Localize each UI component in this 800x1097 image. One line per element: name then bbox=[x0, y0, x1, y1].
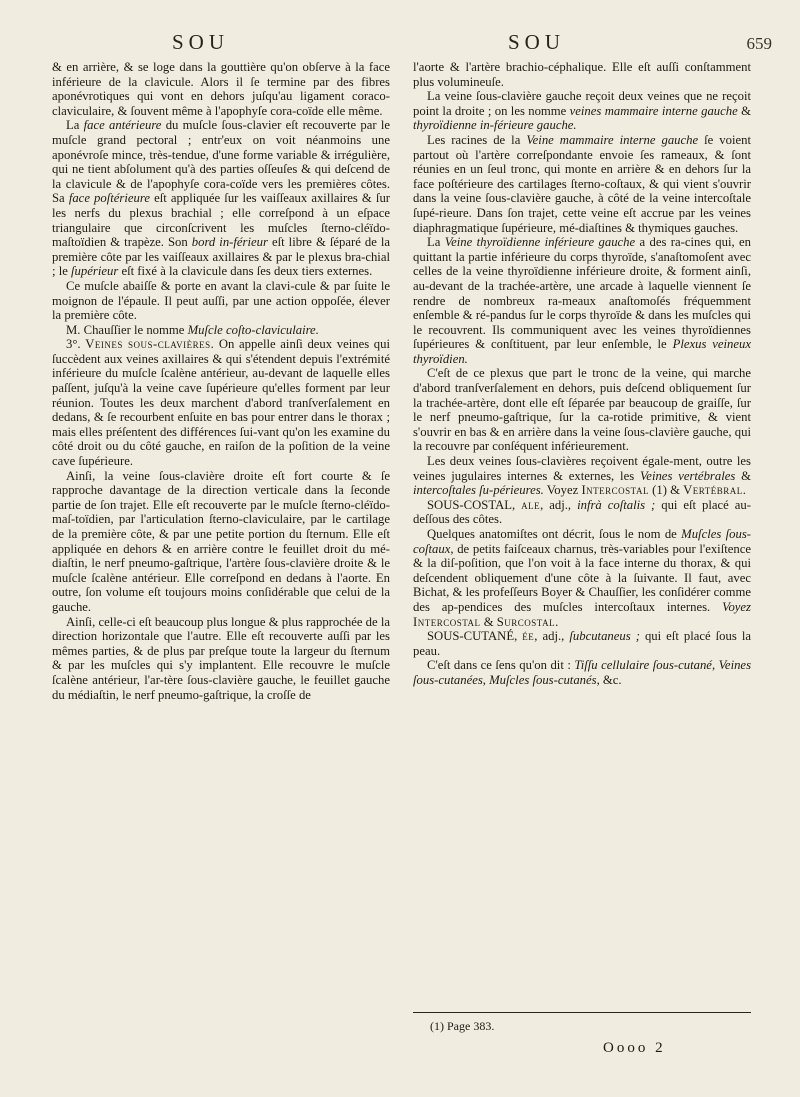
paragraph: Quelques anatomiſtes ont décrit, ſous le nom de Muſcles ſous-coſtaux, de petits faiſceaux charnus, très-variables pour l'exiſtence & la diſ-poſition, que l'on voit à la face interne du thorax, & qui deſcendent obliquement d'une côte à la ſuivante. Il faut, avec Bichat, & les profeſſeurs Boyer & Chauſſier, les conſidérer comme des ap-pendices des muſcles intercoſtaux internes. Voyez Intercostal & Surcostal. bbox=[413, 527, 751, 629]
signature-mark: Oooo 2 bbox=[603, 1040, 666, 1056]
paragraph: La veine ſous-clavière gauche reçoit deux veines que ne reçoit point la droite ; on les nomme veines mammaire interne gauche & thyroïdienne in-férieure gauche. bbox=[413, 89, 751, 133]
paragraph: La face antérieure du muſcle ſous-clavier eſt recouverte par le muſcle grand pectoral ; entr'eux on voit néanmoins une aponévroſe mince, très-tendue, d'une forme variable & irrégulière, qui ne tient abſolument qu'à des parties oſſeuſes & qui deſcend de la clavicule & de l'apophyſe cora-coïde vers les premières côtes. Sa face poſtérieure eſt appliquée ſur les vaiſſeaux axillaires & ſur les nerfs du plexus brachial ; elle correſpond à un eſpace triangulaire que circonſcrivent les muſcles ſterno-cléïdo-maſtoïdien & trapèze. Son bord in-férieur eſt libre & ſéparé de la première côte par les vaiſſeaux axillaires & par le plexus bra-chial ; le ſupérieur eſt fixé à la clavicule dans ſes deux tiers externes. bbox=[52, 118, 391, 279]
paragraph: Ainſi, la veine ſous-clavière droite eſt fort courte & ſe rapproche davantage de la direction verticale dans la ſeconde partie de ſon trajet. Elle eſt recouverte par le muſcle ſterno-cléïdo-maſ-toïdien, par l'articulation ſterno-claviculaire, par le cartilage de la première côte, & par une petite portion du ſternum. Elle eſt appliquée en dehors & en arrière contre le feuillet droit du mé-diaſtin, le nerf pneumo-gaſtrique, l'artère ſous-clavière droite & le muſcle ſcalène antérieur. Elle correſpond en dedans à l'aorte. En outre, ſon volume eſt toujours moins conſidérable que celui de la gauche. bbox=[52, 468, 390, 614]
paragraph: La Veine thyroïdienne inférieure gauche a des ra-cines qui, en quittant la partie inférieure du corps thyroïde, s'anaſtomoſent avec celles de la veine thyroïdienne inférieure droite, & forment ainſi, au-devant de la trachée-artère, une arcade à laquelle viennent ſe rendre de nombreux ra-meaux anaſtomoſés fréquemment enſemble & ré-pandus ſur le corps thyroïde & dans les muſcles qui le recouvrent. Ils communiquent avec les veines thyroïdiennes ſupérieures & conſtituent, par leur enſemble, le Plexus veineux thyroïdien. bbox=[413, 235, 751, 366]
paragraph: SOUS-COSTAL, ale, adj., infrà coſtalis ; qui eſt placé au-deſſous des côtes. bbox=[413, 497, 751, 527]
paragraph: C'eſt dans ce ſens qu'on dit : Tiſſu cellulaire ſous-cutané, Veines ſous-cutanées, Muſcles ſous-cutanés, &c. bbox=[413, 658, 752, 687]
paragraph: Les deux veines ſous-clavières reçoivent égale-ment, outre les veines jugulaires internes & externes, les Veines vertébrales & intercoſtales ſu-périeures. Voyez Intercostal (1) & Vertébral. bbox=[413, 454, 751, 498]
paragraph: C'eſt de ce plexus que part le tronc de la veine, qui marche d'abord tranſverſalement en dehors, puis deſcend obliquement ſur la trachée-artère, dont elle eſt ſéparée par beaucoup de graiſſe, ſur le nerf pneumo-gaſtrique, ſur la ca-rotide primitive, & vient s'ouvrir en bas & en arrière dans la veine ſous-clavière gauche, qui la recouvre par conſéquent inférieurement. bbox=[413, 366, 751, 454]
page-number: 659 bbox=[746, 34, 772, 53]
paragraph: 3°. Veines sous-clavières. On appelle ainſi deux veines qui ſuccèdent aux veines axillaires & qui s'étendent depuis l'extrémité inférieure du muſcle ſcalène antérieur, au-devant de laquelle elles paſſent, juſqu'à la veine cave ſupérieure qu'elles forment par leur réunion. Toutes les deux marchent d'abord tranſverſalement en dedans, & ſe recourbent enſuite en bas pour entrer dans le thorax ; mais elles préſentent des différences ſui-vant qu'on les examine du côté droit ou du côté gauche, en raiſon de la poſition de la veine cave ſupérieure. bbox=[52, 337, 391, 469]
paragraph: Ce muſcle abaiſſe & porte en avant la clavi-cule & par ſuite le moignon de l'épaule. Il peut auſſi, par une action oppoſée, élever la première côte. bbox=[52, 278, 390, 323]
paragraph: SOUS-CUTANÉ, ée, adj., ſubcutaneus ; qui eſt placé ſous la peau. bbox=[413, 629, 751, 658]
running-head-right: SOU bbox=[508, 30, 566, 54]
paragraph: Ainſi, celle-ci eſt beaucoup plus longue & plus rapprochée de la direction horizontale que l'autre. Elle eſt recouverte auſſi par les mêmes parties, & de plus par preſque toute la largeur du ſternum & par les muſcles qui s'y implantent. Elle recouvre le muſcle ſcalène antérieur, l'ar-tère ſous-clavière gauche, le feuillet gauche du médiaſtin, le nerf pneumo-gaſtrique, la croſſe de bbox=[52, 614, 390, 702]
footnote-rule bbox=[413, 1012, 751, 1013]
running-head-left: SOU bbox=[172, 30, 230, 54]
left-column bbox=[52, 60, 390, 702]
paragraph: l'aorte & l'artère brachio-céphalique. Elle eſt auſſi conſtamment plus volumineuſe. bbox=[413, 60, 751, 89]
paragraph: M. Chauſſier le nomme Muſcle coſto-claviculaire. bbox=[66, 322, 319, 337]
right-column bbox=[413, 60, 751, 688]
paragraph: Les racines de la Veine mammaire interne gauche ſe voient partout où l'artère correſpondante envoie ſes rameaux, & ſont réunies en un ſeul tronc, qui monte en arrière & en dehors ſur la face poſtérieure des cartilages ſterno-coſtaux, & qui vient s'ouvrir dans la veine ſous-clavière gauche, à côté de la veine intercoſtale ſupé-rieure. Dans ſon trajet, cette veine eſt accrue par les veines diaphragmatique ſupérieure, mé-diaſtines & thymiques gauches. bbox=[413, 132, 751, 235]
paragraph: & en arrière, & se loge dans la gouttière qu'on obſerve à la face inférieure de la clavicule. Alors il ſe termine par des fibres aponévrotiques qui vont en dehors juſqu'au ligament coraco-claviculaire, & ſouvent même à l'apophyſe cora-coïde elle même. bbox=[52, 60, 390, 118]
footnote: (1) Page 383. bbox=[430, 1019, 495, 1033]
